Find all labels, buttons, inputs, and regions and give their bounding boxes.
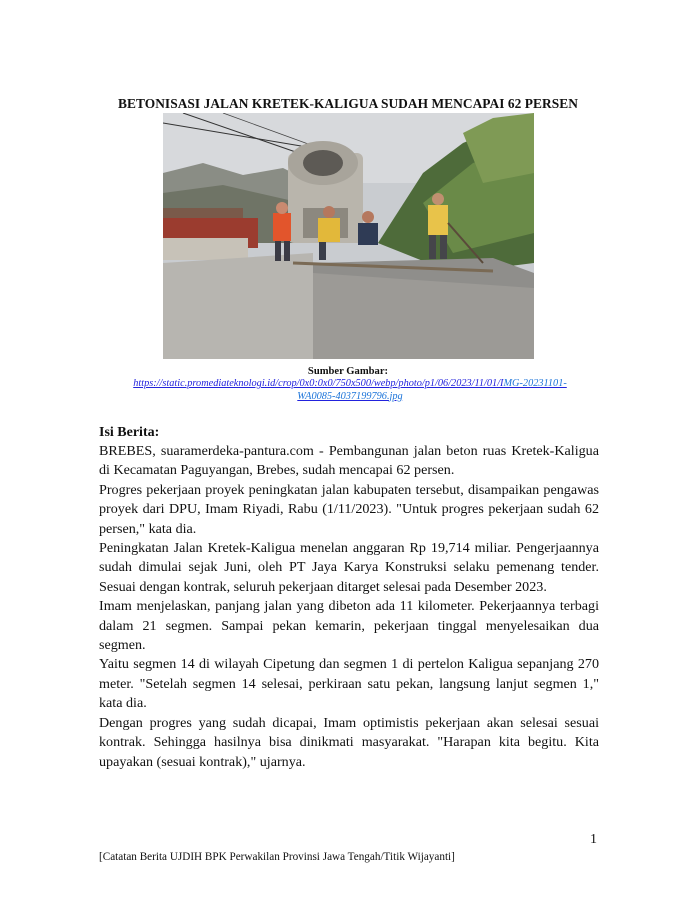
- news-body: [99, 442, 599, 772]
- image-source-link-line2[interactable]: WA0085-4037199796.jpg: [297, 390, 403, 402]
- page-title: BETONISASI JALAN KRETEK-KALIGUA SUDAH MENCAPAI 62 PERSEN: [118, 96, 578, 111]
- body-paragraph: Yaitu segmen 14 di wilayah Cipetung dan segmen 1 di pertelon Kaligua sepanjang 270 meter. "Setelah segmen 14 selesai, perkiraan satu pekan, langsung lanjut segmen 1," kata dia.: [99, 656, 599, 712]
- body-paragraph: Peningkatan Jalan Kretek-Kaligua menelan anggaran Rp 19,714 miliar. Pengerjaannya sudah dimulai sejak Juni, oleh PT Jaya Karya Konstruksi selaku pemenang tender. Sesuai dengan kontrak, seluruh pekerjaan ditarget selesai pada Desember 2023.: [99, 540, 599, 595]
- body-paragraph: Progres pekerjaan proyek peningkatan jalan kabupaten tersebut, disampaikan pengawas proyek dari DPU, Imam Riyadi, Rabu (1/11/2023). "Untuk progres pekerjaan sudah 62 persen," kata dia.: [99, 481, 599, 537]
- body-paragraph: BREBES, suaramerdeka-pantura.com - Pembangunan jalan beton ruas Kretek-Kaligua di Kecamatan Paguyangan, Brebes, sudah mencapai 62 persen.: [99, 443, 599, 479]
- image-source-label: Sumber Gambar:: [307, 366, 389, 377]
- body-paragraph: Imam menjelaskan, panjang jalan yang dibeton ada 11 kilometer. Pekerjaannya terbagi dalam 21 segmen. Sampai pekan kemarin, pekerjaan tinggal menyelesaikan dua segmen.: [99, 598, 599, 654]
- page-footer: [Catatan Berita UJDIH BPK Perwakilan Provinsi Jawa Tengah/Titik Wijayanti]: [99, 851, 455, 863]
- image-source-link-part1[interactable]: https://static.promediateknologi.id/crop/0x0:0x0/750x500/webp/photo/p1/06/2023/11/01/I: [133, 378, 504, 389]
- image-source-link[interactable]: [104, 378, 596, 403]
- page-number: 1: [590, 832, 597, 847]
- image-source-link-part2[interactable]: MG-20231101-: [503, 378, 567, 389]
- news-content-heading: Isi Berita:: [99, 425, 160, 440]
- news-photo: [163, 113, 534, 359]
- body-paragraph: Dengan progres yang sudah dicapai, Imam optimistis pekerjaan akan selesai sesuai kontrak. Sehingga hasilnya bisa dinikmati masyarakat. "Harapan kita begitu. Kita upayakan (sesuai kontrak)," ujarnya.: [99, 714, 599, 770]
